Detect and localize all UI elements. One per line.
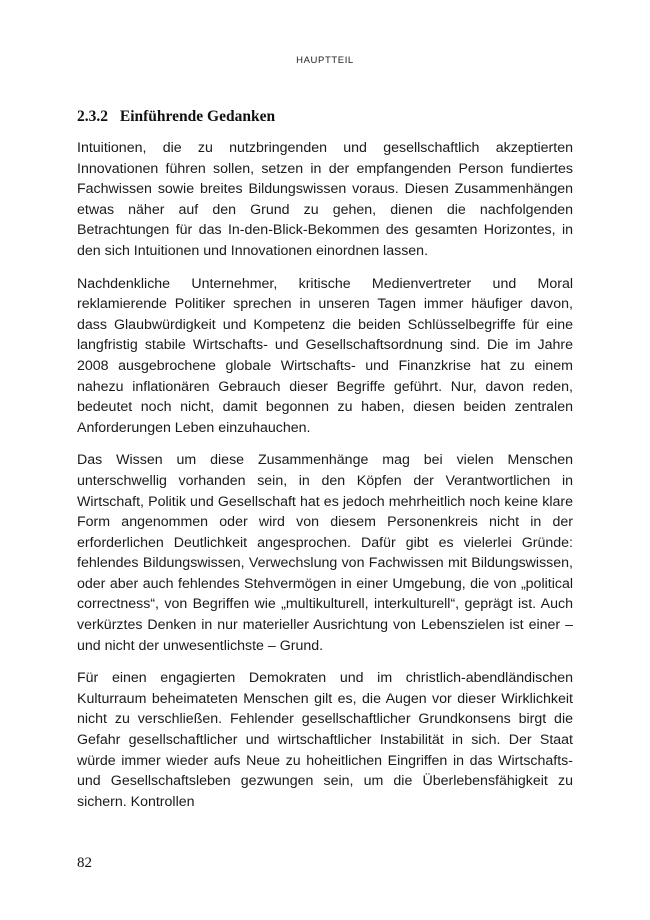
section-number: 2.3.2 bbox=[77, 108, 108, 125]
paragraph-3: Das Wissen um diese Zusammenhänge mag bei vielen Menschen unterschwellig vorhanden sein, in den Köpfen der Verantwortlichen in Wirtschaft, Politik und Gesellschaft hat es jedoch mehrheitlich noch keine klare Form angenommen oder wird von diesem Personenkreis nicht in der erforderlichen Deutlichkeit angesprochen. Dafür gibt es vielerlei Gründe: fehlendes Bildungswissen, Verwechslung von Fachwissen mit Bildungswissen, oder aber auch fehlendes Stehvermögen in einer Umgebung, die von „political correctness“, von Begriffen wie „multikulturell, interkulturell“, geprägt ist. Auch verkürztes Denken in nur materieller Ausrichtung von Lebenszielen ist einer – und nicht der unwesentlichste – Grund. bbox=[77, 452, 573, 654]
section-title: Einführende Gedanken bbox=[119, 108, 276, 125]
paragraph-1: Intuitionen, die zu nutzbringenden und gesellschaftlich akzeptierten Innovationen führen sollen, setzen in der empfangenden Person fundiertes Fachwissen sowie breites Bildungswissen voraus. Diesen Zusammenhängen etwas näher auf den Grund zu gehen, dienen die nachfolgenden Betrachtungen für das In-den-Blick-Bekommen des gesamten Horizontes, in den sich Intuitionen und Innovationen einordnen lassen. bbox=[77, 140, 573, 259]
page-content bbox=[77, 106, 573, 824]
paragraph-4: Für einen engagierten Demokraten und im christlich-abendländischen Kulturraum beheimateten Menschen gilt es, die Augen vor dieser Wirklichkeit nicht zu verschließen. Fehlender gesellschaftlicher Grundkonsens birgt die Gefahr gesellschaftlicher und wirtschaftlicher Instabilität in sich. Der Staat würde immer wieder aufs Neue zu hoheitlichen Eingriffen in das Wirtschafts- und Gesellschaftsleben gezwungen sein, um die Überlebensfähigkeit zu sichern. Kontrollen bbox=[77, 670, 573, 810]
section-heading bbox=[77, 106, 573, 128]
page-number: 82 bbox=[77, 855, 92, 871]
running-header: HAUPTTEIL bbox=[296, 55, 354, 66]
paragraph-2: Nachdenkliche Unternehmer, kritische Medienvertreter und Moral reklamierende Politiker sprechen in unseren Tagen immer häufiger davon, dass Glaubwürdigkeit und Kompetenz die beiden Schlüsselbegriffe für eine langfristig stabile Wirtschafts- und Gesellschaftsordnung sind. Die im Jahre 2008 ausgebrochene globale Wirtschafts- und Finanzkrise hat zu einem nahezu inflationären Gebrauch dieser Begriffe geführt. Nur, davon reden, bedeutet noch nicht, damit begonnen zu haben, diesen beiden zentralen Anforderungen Leben einzuhauchen. bbox=[77, 275, 573, 436]
